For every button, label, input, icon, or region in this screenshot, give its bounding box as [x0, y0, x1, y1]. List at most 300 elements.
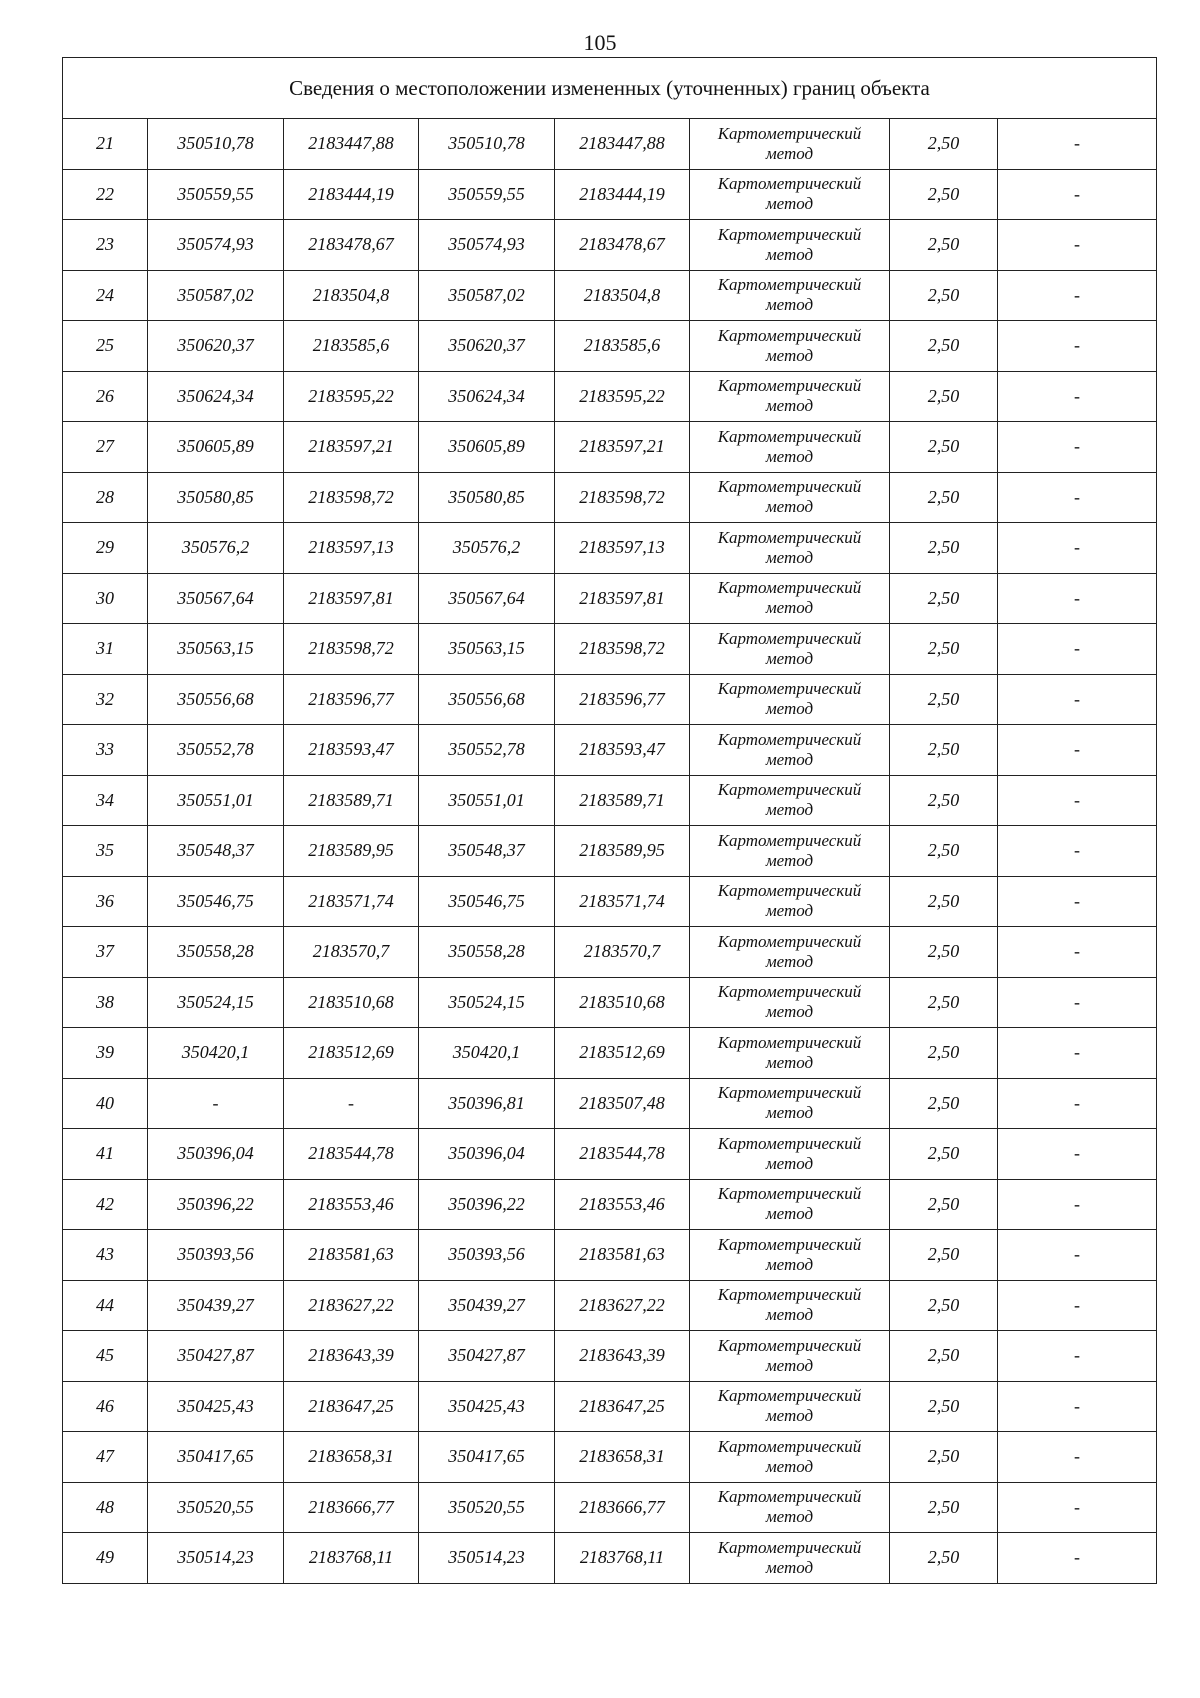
point-number-cell: 42	[63, 1179, 148, 1230]
method-line-2: метод	[765, 1254, 814, 1274]
method-line-2: метод	[765, 951, 814, 971]
refined-y-cell: 2183447,88	[555, 119, 690, 170]
refined-x-cell: 350514,23	[419, 1533, 555, 1584]
accuracy-cell: 2,50	[890, 270, 998, 321]
refined-x-cell: 350546,75	[419, 876, 555, 927]
method-line-2: метод	[765, 1153, 814, 1173]
existing-x-cell: 350548,37	[148, 826, 284, 877]
accuracy-cell: 2,50	[890, 775, 998, 826]
existing-x-cell: 350624,34	[148, 371, 284, 422]
method-line-2: метод	[765, 547, 814, 567]
existing-x-cell: 350393,56	[148, 1230, 284, 1281]
refined-y-cell: 2183504,8	[555, 270, 690, 321]
method-line-2: метод	[765, 1305, 814, 1325]
accuracy-cell: 2,50	[890, 169, 998, 220]
method-line-1: Картометрический	[717, 780, 862, 800]
method-line-2: метод	[765, 1002, 814, 1022]
existing-y-cell: 2183768,11	[284, 1533, 419, 1584]
existing-x-cell: 350563,15	[148, 624, 284, 675]
description-cell: -	[998, 321, 1157, 372]
table-row	[63, 523, 1157, 574]
existing-x-cell: 350620,37	[148, 321, 284, 372]
refined-y-cell: 2183666,77	[555, 1482, 690, 1533]
table-row	[63, 674, 1157, 725]
point-number-cell: 35	[63, 826, 148, 877]
method-line-1: Картометрический	[717, 729, 862, 749]
description-cell: -	[998, 472, 1157, 523]
existing-x-cell: 350576,2	[148, 523, 284, 574]
existing-y-cell: 2183512,69	[284, 1028, 419, 1079]
accuracy-cell: 2,50	[890, 573, 998, 624]
refined-x-cell: 350510,78	[419, 119, 555, 170]
method-cell	[690, 775, 890, 826]
existing-y-cell: 2183596,77	[284, 674, 419, 725]
refined-x-cell: 350439,27	[419, 1280, 555, 1331]
method-line-2: метод	[765, 1507, 814, 1527]
description-cell: -	[998, 270, 1157, 321]
method-cell	[690, 119, 890, 170]
accuracy-cell: 2,50	[890, 1230, 998, 1281]
refined-y-cell: 2183544,78	[555, 1129, 690, 1180]
table-row	[63, 472, 1157, 523]
method-line-2: метод	[765, 1456, 814, 1476]
method-cell	[690, 927, 890, 978]
description-cell: -	[998, 573, 1157, 624]
method-line-2: метод	[765, 345, 814, 365]
method-line-2: метод	[765, 194, 814, 214]
method-line-2: метод	[765, 699, 814, 719]
method-cell	[690, 977, 890, 1028]
point-number-cell: 36	[63, 876, 148, 927]
refined-y-cell: 2183593,47	[555, 725, 690, 776]
description-cell: -	[998, 775, 1157, 826]
point-number-cell: 49	[63, 1533, 148, 1584]
method-cell	[690, 876, 890, 927]
existing-x-cell: 350558,28	[148, 927, 284, 978]
description-cell: -	[998, 1230, 1157, 1281]
existing-x-cell: 350605,89	[148, 422, 284, 473]
existing-x-cell: 350574,93	[148, 220, 284, 271]
existing-x-cell: -	[148, 1078, 284, 1129]
existing-y-cell: 2183570,7	[284, 927, 419, 978]
table-row	[63, 977, 1157, 1028]
method-line-1: Картометрический	[717, 1285, 862, 1305]
point-number-cell: 23	[63, 220, 148, 271]
refined-y-cell: 2183571,74	[555, 876, 690, 927]
method-cell	[690, 371, 890, 422]
existing-y-cell: 2183595,22	[284, 371, 419, 422]
point-number-cell: 24	[63, 270, 148, 321]
existing-x-cell: 350420,1	[148, 1028, 284, 1079]
method-cell	[690, 169, 890, 220]
table-row	[63, 1179, 1157, 1230]
existing-y-cell: 2183589,71	[284, 775, 419, 826]
existing-x-cell: 350396,22	[148, 1179, 284, 1230]
method-line-1: Картометрический	[717, 628, 862, 648]
description-cell: -	[998, 1280, 1157, 1331]
description-cell: -	[998, 1533, 1157, 1584]
accuracy-cell: 2,50	[890, 674, 998, 725]
point-number-cell: 34	[63, 775, 148, 826]
method-line-1: Картометрический	[717, 1335, 862, 1355]
existing-x-cell: 350425,43	[148, 1381, 284, 1432]
refined-y-cell: 2183507,48	[555, 1078, 690, 1129]
accuracy-cell: 2,50	[890, 826, 998, 877]
table-row	[63, 876, 1157, 927]
existing-y-cell: 2183597,81	[284, 573, 419, 624]
refined-x-cell: 350396,22	[419, 1179, 555, 1230]
description-cell: -	[998, 523, 1157, 574]
method-line-1: Картометрический	[717, 1184, 862, 1204]
existing-x-cell: 350546,75	[148, 876, 284, 927]
refined-y-cell: 2183597,21	[555, 422, 690, 473]
method-cell	[690, 674, 890, 725]
method-line-1: Картометрический	[717, 376, 862, 396]
description-cell: -	[998, 422, 1157, 473]
existing-y-cell: 2183598,72	[284, 472, 419, 523]
refined-y-cell: 2183444,19	[555, 169, 690, 220]
method-cell	[690, 1533, 890, 1584]
existing-y-cell: 2183593,47	[284, 725, 419, 776]
refined-y-cell: 2183598,72	[555, 624, 690, 675]
refined-x-cell: 350548,37	[419, 826, 555, 877]
method-line-1: Картометрический	[717, 275, 862, 295]
refined-y-cell: 2183595,22	[555, 371, 690, 422]
table-row	[63, 775, 1157, 826]
accuracy-cell: 2,50	[890, 1331, 998, 1382]
method-line-2: метод	[765, 648, 814, 668]
existing-y-cell: 2183553,46	[284, 1179, 419, 1230]
point-number-cell: 26	[63, 371, 148, 422]
method-line-2: метод	[765, 1204, 814, 1224]
point-number-cell: 38	[63, 977, 148, 1028]
method-line-2: метод	[765, 1052, 814, 1072]
existing-y-cell: 2183643,39	[284, 1331, 419, 1382]
accuracy-cell: 2,50	[890, 1078, 998, 1129]
accuracy-cell: 2,50	[890, 1280, 998, 1331]
method-line-1: Картометрический	[717, 1234, 862, 1254]
refined-x-cell: 350559,55	[419, 169, 555, 220]
accuracy-cell: 2,50	[890, 321, 998, 372]
accuracy-cell: 2,50	[890, 876, 998, 927]
method-cell	[690, 422, 890, 473]
method-line-2: метод	[765, 850, 814, 870]
point-number-cell: 39	[63, 1028, 148, 1079]
method-line-1: Картометрический	[717, 679, 862, 699]
method-cell	[690, 1129, 890, 1180]
existing-y-cell: 2183597,21	[284, 422, 419, 473]
existing-y-cell: 2183510,68	[284, 977, 419, 1028]
refined-y-cell: 2183589,71	[555, 775, 690, 826]
point-number-cell: 29	[63, 523, 148, 574]
refined-x-cell: 350524,15	[419, 977, 555, 1028]
method-line-1: Картометрический	[717, 477, 862, 497]
method-line-2: метод	[765, 143, 814, 163]
point-number-cell: 31	[63, 624, 148, 675]
refined-y-cell: 2183478,67	[555, 220, 690, 271]
method-line-2: метод	[765, 1557, 814, 1577]
table-row	[63, 321, 1157, 372]
method-line-1: Картометрический	[717, 1032, 862, 1052]
point-number-cell: 37	[63, 927, 148, 978]
table-row	[63, 624, 1157, 675]
method-line-2: метод	[765, 598, 814, 618]
table-row	[63, 725, 1157, 776]
existing-x-cell: 350520,55	[148, 1482, 284, 1533]
refined-x-cell: 350425,43	[419, 1381, 555, 1432]
method-line-2: метод	[765, 901, 814, 921]
method-cell	[690, 573, 890, 624]
method-cell	[690, 1230, 890, 1281]
accuracy-cell: 2,50	[890, 725, 998, 776]
method-line-1: Картометрический	[717, 1083, 862, 1103]
refined-x-cell: 350624,34	[419, 371, 555, 422]
method-cell	[690, 826, 890, 877]
existing-x-cell: 350556,68	[148, 674, 284, 725]
point-number-cell: 21	[63, 119, 148, 170]
point-number-cell: 44	[63, 1280, 148, 1331]
method-line-1: Картометрический	[717, 1487, 862, 1507]
refined-x-cell: 350420,1	[419, 1028, 555, 1079]
refined-y-cell: 2183570,7	[555, 927, 690, 978]
point-number-cell: 22	[63, 169, 148, 220]
method-line-1: Картометрический	[717, 931, 862, 951]
method-cell	[690, 1280, 890, 1331]
existing-y-cell: 2183658,31	[284, 1432, 419, 1483]
refined-y-cell: 2183581,63	[555, 1230, 690, 1281]
existing-y-cell: 2183627,22	[284, 1280, 419, 1331]
existing-x-cell: 350587,02	[148, 270, 284, 321]
method-cell	[690, 1482, 890, 1533]
refined-y-cell: 2183585,6	[555, 321, 690, 372]
refined-y-cell: 2183598,72	[555, 472, 690, 523]
existing-y-cell: 2183589,95	[284, 826, 419, 877]
refined-x-cell: 350580,85	[419, 472, 555, 523]
description-cell: -	[998, 1381, 1157, 1432]
method-line-2: метод	[765, 800, 814, 820]
existing-x-cell: 350396,04	[148, 1129, 284, 1180]
existing-y-cell: -	[284, 1078, 419, 1129]
existing-x-cell: 350439,27	[148, 1280, 284, 1331]
refined-y-cell: 2183596,77	[555, 674, 690, 725]
refined-x-cell: 350620,37	[419, 321, 555, 372]
existing-y-cell: 2183581,63	[284, 1230, 419, 1281]
description-cell: -	[998, 119, 1157, 170]
point-number-cell: 47	[63, 1432, 148, 1483]
refined-y-cell: 2183589,95	[555, 826, 690, 877]
method-line-2: метод	[765, 396, 814, 416]
description-cell: -	[998, 725, 1157, 776]
method-line-1: Картометрический	[717, 578, 862, 598]
method-line-1: Картометрический	[717, 527, 862, 547]
method-cell	[690, 1028, 890, 1079]
point-number-cell: 48	[63, 1482, 148, 1533]
refined-x-cell: 350558,28	[419, 927, 555, 978]
method-line-2: метод	[765, 446, 814, 466]
method-cell	[690, 1381, 890, 1432]
refined-x-cell: 350396,81	[419, 1078, 555, 1129]
description-cell: -	[998, 1078, 1157, 1129]
method-cell	[690, 624, 890, 675]
accuracy-cell: 2,50	[890, 1381, 998, 1432]
accuracy-cell: 2,50	[890, 523, 998, 574]
table-row	[63, 1280, 1157, 1331]
point-number-cell: 30	[63, 573, 148, 624]
existing-y-cell: 2183585,6	[284, 321, 419, 372]
description-cell: -	[998, 927, 1157, 978]
table-row	[63, 1078, 1157, 1129]
method-line-1: Картометрический	[717, 1537, 862, 1557]
refined-y-cell: 2183512,69	[555, 1028, 690, 1079]
existing-x-cell: 350552,78	[148, 725, 284, 776]
description-cell: -	[998, 1129, 1157, 1180]
existing-x-cell: 350524,15	[148, 977, 284, 1028]
existing-x-cell: 350510,78	[148, 119, 284, 170]
accuracy-cell: 2,50	[890, 1482, 998, 1533]
refined-y-cell: 2183597,81	[555, 573, 690, 624]
accuracy-cell: 2,50	[890, 977, 998, 1028]
method-line-2: метод	[765, 1355, 814, 1375]
method-cell	[690, 523, 890, 574]
existing-y-cell: 2183504,8	[284, 270, 419, 321]
method-line-1: Картометрический	[717, 1133, 862, 1153]
existing-x-cell: 350514,23	[148, 1533, 284, 1584]
method-cell	[690, 220, 890, 271]
table-title-row	[63, 58, 1157, 119]
table-row	[63, 1533, 1157, 1584]
description-cell: -	[998, 220, 1157, 271]
existing-y-cell: 2183478,67	[284, 220, 419, 271]
refined-x-cell: 350605,89	[419, 422, 555, 473]
refined-x-cell: 350552,78	[419, 725, 555, 776]
refined-y-cell: 2183627,22	[555, 1280, 690, 1331]
refined-y-cell: 2183647,25	[555, 1381, 690, 1432]
point-number-cell: 43	[63, 1230, 148, 1281]
method-line-1: Картометрический	[717, 982, 862, 1002]
table-row	[63, 119, 1157, 170]
method-line-1: Картометрический	[717, 224, 862, 244]
table-row	[63, 1331, 1157, 1382]
boundary-coordinates-table	[62, 57, 1157, 1584]
description-cell: -	[998, 876, 1157, 927]
method-cell	[690, 1331, 890, 1382]
table-row	[63, 1432, 1157, 1483]
description-cell: -	[998, 1482, 1157, 1533]
description-cell: -	[998, 977, 1157, 1028]
description-cell: -	[998, 624, 1157, 675]
accuracy-cell: 2,50	[890, 119, 998, 170]
table-row	[63, 371, 1157, 422]
point-number-cell: 32	[63, 674, 148, 725]
method-cell	[690, 472, 890, 523]
table-row	[63, 1129, 1157, 1180]
accuracy-cell: 2,50	[890, 220, 998, 271]
method-line-2: метод	[765, 749, 814, 769]
description-cell: -	[998, 169, 1157, 220]
method-cell	[690, 1078, 890, 1129]
accuracy-cell: 2,50	[890, 1179, 998, 1230]
accuracy-cell: 2,50	[890, 472, 998, 523]
existing-y-cell: 2183544,78	[284, 1129, 419, 1180]
existing-x-cell: 350427,87	[148, 1331, 284, 1382]
accuracy-cell: 2,50	[890, 1028, 998, 1079]
existing-x-cell: 350551,01	[148, 775, 284, 826]
accuracy-cell: 2,50	[890, 624, 998, 675]
table-row	[63, 1230, 1157, 1281]
point-number-cell: 33	[63, 725, 148, 776]
existing-x-cell: 350417,65	[148, 1432, 284, 1483]
description-cell: -	[998, 1432, 1157, 1483]
existing-y-cell: 2183598,72	[284, 624, 419, 675]
method-line-1: Картометрический	[717, 174, 862, 194]
page-number: 105	[583, 30, 617, 55]
existing-y-cell: 2183597,13	[284, 523, 419, 574]
refined-y-cell: 2183643,39	[555, 1331, 690, 1382]
table-row	[63, 220, 1157, 271]
description-cell: -	[998, 1331, 1157, 1382]
table-row	[63, 1381, 1157, 1432]
table-row	[63, 1482, 1157, 1533]
accuracy-cell: 2,50	[890, 371, 998, 422]
accuracy-cell: 2,50	[890, 422, 998, 473]
method-line-1: Картометрический	[717, 881, 862, 901]
description-cell: -	[998, 826, 1157, 877]
point-number-cell: 46	[63, 1381, 148, 1432]
refined-x-cell: 350396,04	[419, 1129, 555, 1180]
refined-x-cell: 350574,93	[419, 220, 555, 271]
refined-x-cell: 350417,65	[419, 1432, 555, 1483]
table-row	[63, 573, 1157, 624]
refined-x-cell: 350567,64	[419, 573, 555, 624]
table-row	[63, 826, 1157, 877]
existing-y-cell: 2183647,25	[284, 1381, 419, 1432]
method-line-2: метод	[765, 244, 814, 264]
method-line-1: Картометрический	[717, 123, 862, 143]
method-line-1: Картометрический	[717, 325, 862, 345]
refined-x-cell: 350393,56	[419, 1230, 555, 1281]
method-line-2: метод	[765, 295, 814, 315]
refined-x-cell: 350556,68	[419, 674, 555, 725]
table-row	[63, 270, 1157, 321]
method-line-1: Картометрический	[717, 1386, 862, 1406]
point-number-cell: 27	[63, 422, 148, 473]
method-cell	[690, 321, 890, 372]
refined-x-cell: 350427,87	[419, 1331, 555, 1382]
method-line-2: метод	[765, 497, 814, 517]
accuracy-cell: 2,50	[890, 1432, 998, 1483]
existing-x-cell: 350580,85	[148, 472, 284, 523]
point-number-cell: 40	[63, 1078, 148, 1129]
description-cell: -	[998, 674, 1157, 725]
refined-x-cell: 350576,2	[419, 523, 555, 574]
description-cell: -	[998, 1028, 1157, 1079]
method-cell	[690, 1179, 890, 1230]
point-number-cell: 41	[63, 1129, 148, 1180]
method-line-1: Картометрический	[717, 830, 862, 850]
table-title: Сведения о местоположении измененных (уточненных) границ объекта	[63, 58, 1157, 119]
accuracy-cell: 2,50	[890, 1533, 998, 1584]
point-number-cell: 28	[63, 472, 148, 523]
method-line-2: метод	[765, 1406, 814, 1426]
refined-y-cell: 2183597,13	[555, 523, 690, 574]
refined-x-cell: 350520,55	[419, 1482, 555, 1533]
method-line-1: Картометрический	[717, 1436, 862, 1456]
refined-y-cell: 2183658,31	[555, 1432, 690, 1483]
existing-y-cell: 2183571,74	[284, 876, 419, 927]
point-number-cell: 25	[63, 321, 148, 372]
existing-y-cell: 2183444,19	[284, 169, 419, 220]
refined-x-cell: 350587,02	[419, 270, 555, 321]
